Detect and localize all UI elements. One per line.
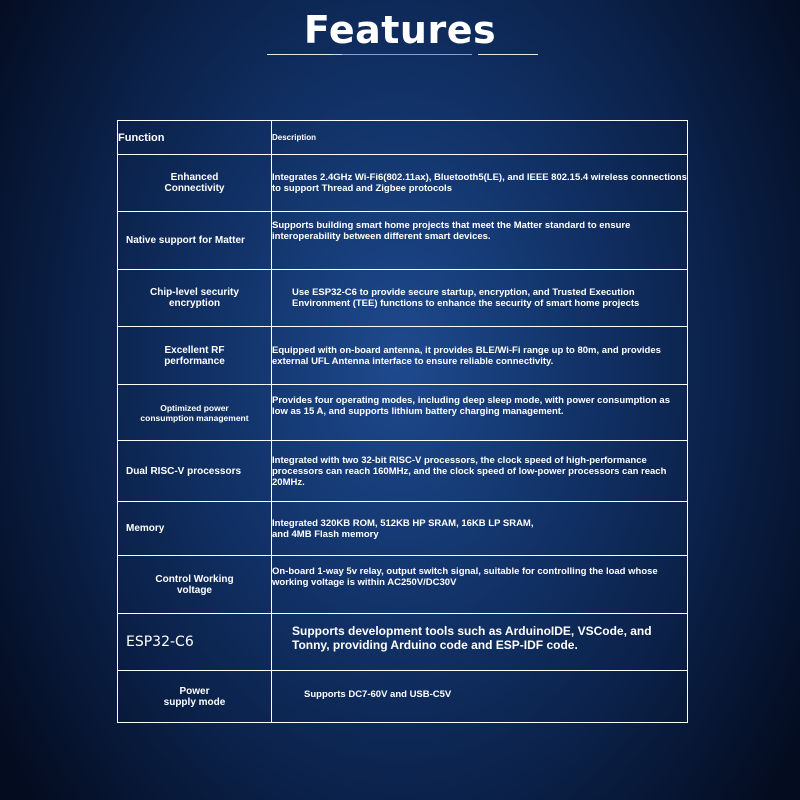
row-description: On-board 1-way 5v relay, output switch signal, suitable for controlling the load whose working voltage is within AC250V/DC30V (272, 556, 688, 614)
row-function: Optimized power consumption management (118, 385, 272, 441)
row-description: Integrated with two 32-bit RISC-V processors, the clock speed of high-performance processors can reach 160MHz, and the clock speed of low-power processors can reach 20MHz. (272, 441, 688, 502)
table-row (118, 614, 688, 671)
table-row (118, 327, 688, 385)
row-function: Enhanced Connectivity (118, 155, 272, 212)
title-underline-glow (332, 54, 472, 55)
title-underline-right (478, 54, 538, 55)
row-function: Dual RISC-V processors (118, 441, 272, 502)
table-row (118, 441, 688, 502)
table-row (118, 671, 688, 723)
row-description: Use ESP32-C6 to provide secure startup, encryption, and Trusted Execution Environment (TEE) functions to enhance the security of smart home projects (272, 270, 688, 327)
row-description: Supports DC7-60V and USB-C5V (272, 671, 688, 723)
table-row (118, 270, 688, 327)
features-table (117, 120, 688, 723)
row-description: Integrates 2.4GHz Wi-Fi6(802.11ax), Bluetooth5(LE), and IEEE 802.15.4 wireless connections to support Thread and Zigbee protocols (272, 155, 688, 212)
row-function: Excellent RF performance (118, 327, 272, 385)
table-row (118, 212, 688, 270)
page-title: Features (303, 8, 497, 52)
column-header-function: Function (118, 121, 272, 155)
row-function: Power supply mode (118, 671, 272, 723)
row-description: Supports development tools such as ArduinoIDE, VSCode, and Tonny, providing Arduino code and ESP-IDF code. (272, 614, 688, 671)
row-function: Native support for Matter (118, 212, 272, 270)
column-header-description: Description (272, 121, 688, 155)
row-description: Supports building smart home projects that meet the Matter standard to ensure interoperability between different smart devices. (272, 212, 688, 270)
row-function: Memory (118, 502, 272, 556)
table-row (118, 502, 688, 556)
row-description: Provides four operating modes, including deep sleep mode, with power consumption as low as 15 A, and supports lithium battery charging management. (272, 385, 688, 441)
table-row (118, 385, 688, 441)
table-row (118, 155, 688, 212)
row-description: Equipped with on-board antenna, it provides BLE/Wi-Fi range up to 80m, and provides external UFL Antenna interface to ensure reliable connectivity. (272, 327, 688, 385)
row-function: Chip-level security encryption (118, 270, 272, 327)
row-function: ESP32-C6 (118, 614, 272, 671)
table-row (118, 556, 688, 614)
row-function: Control Working voltage (118, 556, 272, 614)
row-description: Integrated 320KB ROM, 512KB HP SRAM, 16KB LP SRAM, and 4MB Flash memory (272, 502, 688, 556)
table-header-row (118, 121, 688, 155)
title-underline-left (267, 54, 342, 55)
